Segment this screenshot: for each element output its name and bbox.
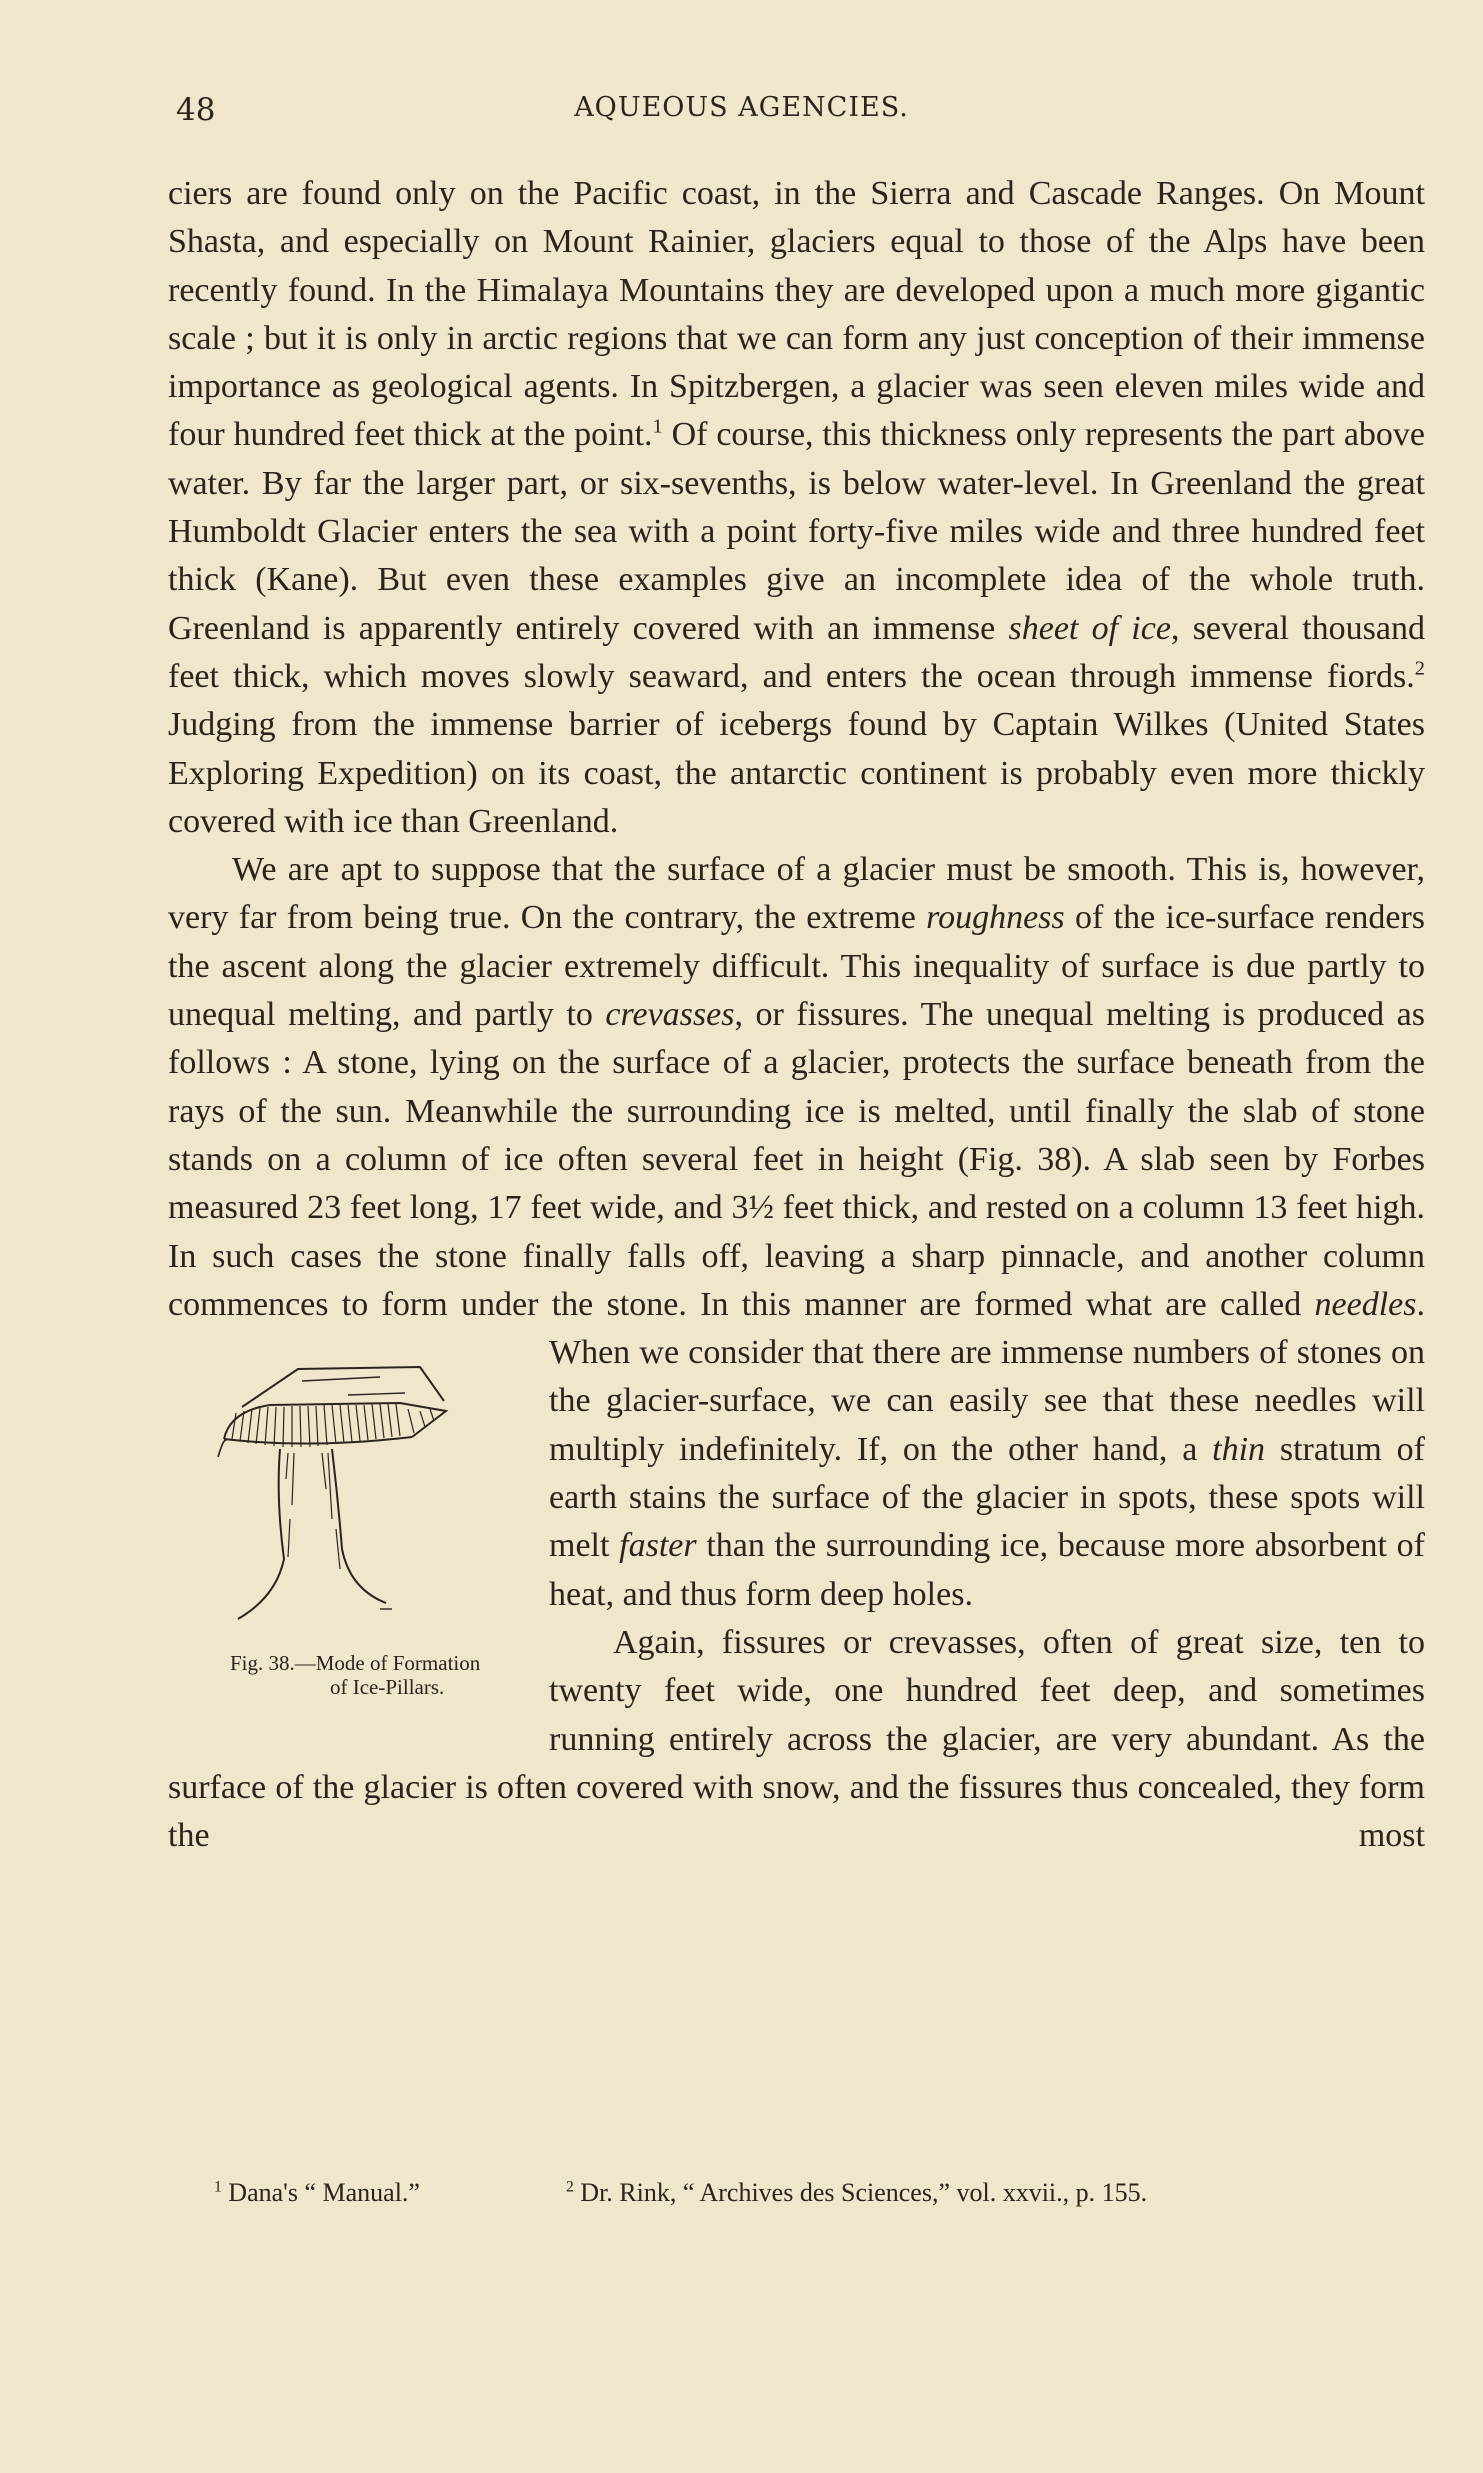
emphasis: crevasses (605, 996, 735, 1034)
footnote-1 (214, 2178, 420, 2208)
text-run: We are apt to suppose that the surface of a glacier must be smooth. This is, however, very far from being true. On the contrary, the extreme (168, 851, 1425, 937)
footnote-2 (566, 2178, 1147, 2208)
caption-line-1: Fig. 38.—Mode of Formation (230, 1651, 481, 1676)
text-run: of the ice-surface renders the ascent along the glacier extremely difficult. This inequality of surface is due partly to unequal melting, and partly to (168, 899, 1425, 1034)
page-number: 48 (176, 92, 216, 128)
paragraph-2 (168, 846, 1426, 1700)
figure-caption (166, 1651, 528, 1699)
footnote-ref-2: 2 (1414, 657, 1425, 680)
footnote-mark: 1 (214, 2178, 222, 2196)
emphasis: needles (1314, 1285, 1417, 1323)
body-text (168, 170, 1425, 1860)
text-run: . When we consider that there are immense numbers of stones on the glacier-surface, we can easily see that these needles will multiply indefinitely. If, on the other hand, a (549, 1285, 1425, 1468)
caption-line-2: of Ice-Pillars. (330, 1675, 445, 1700)
text-run: , several thousand feet thick, which moves slowly seaward, and enters the ocean through immense fiords. (168, 609, 1425, 695)
footnote-ref-1: 1 (652, 416, 663, 439)
emphasis: roughness (926, 899, 1065, 937)
ice-pillar-illustration (180, 1329, 480, 1629)
paragraph-1 (168, 170, 1425, 846)
text-run: ciers are found only on the Pacific coast, in the Sierra and Cascade Ranges. On Mount Shasta, and especially on Mount Rainier, glaciers equal to those of the Alps have been recently found. In the Himalaya Mountains they are developed upon a much more gigantic scale ; but it is only in arctic regions that we can form any just conception of their immense importance as geological agents. In Spitzbergen, a glacier was seen eleven miles wide and four hundred feet thick at the point. (168, 175, 1425, 454)
footnote-text: Dr. Rink, “ Archives des Sciences,” vol. xxvii., p. 155. (573, 2178, 1148, 2207)
text-run: stratum of earth stains the surface of the glacier in spots, these spots will melt (549, 1430, 1425, 1565)
figure-ice-pillar (166, 1329, 528, 1728)
footnote-text: Dana's “ Manual.” (221, 2178, 420, 2207)
emphasis: faster (619, 1527, 697, 1565)
text-run: Of course, this thickness only represents the part above water. By far the larger part, or six-sevenths, is below water-level. In Greenland the great Humboldt Glacier enters the sea with a point forty-five miles wide and three hundred feet thick (Kane). But even these examples give an incomplete idea of the whole truth. Greenland is apparently entirely covered with an immense (168, 416, 1425, 647)
text-run: Again, fissures or crevasses, often of great size, ten to twenty feet wide, one hundred feet deep, and sometimes running entirely across the glacier, are very abundant. As the surface of the glacier is often covered with snow, and the fissures thus concealed, they form the most (168, 1623, 1425, 1855)
emphasis: thin (1212, 1430, 1266, 1468)
emphasis: sheet of ice (1008, 609, 1171, 647)
running-head: AQUEOUS AGENCIES. (574, 92, 909, 123)
text-run: than the surrounding ice, because more absorbent of heat, and thus form deep holes. (549, 1527, 1425, 1613)
text-run: Judging from the immense barrier of icebergs found by Captain Wilkes (United States Exploring Expedition) on its coast, the antarctic continent is probably even more thickly covered with ice than Greenland. (168, 706, 1425, 840)
text-run: , or fissures. The unequal melting is produced as follows : A stone, lying on the surface of a glacier, protects the surface beneath from the rays of the sun. Meanwhile the surrounding ice is melted, until finally the slab of stone stands on a column of ice often several feet in height (Fig. 38). A slab seen by Forbes measured 23 feet long, 17 feet wide, and 3½ feet thick, and rested on a column 13 feet high. In such cases the stone finally falls off, leaving a sharp pinnacle, and another column commences to form under the stone. In this manner are formed what are called (168, 996, 1426, 1323)
footnote-mark: 2 (566, 2178, 574, 2196)
